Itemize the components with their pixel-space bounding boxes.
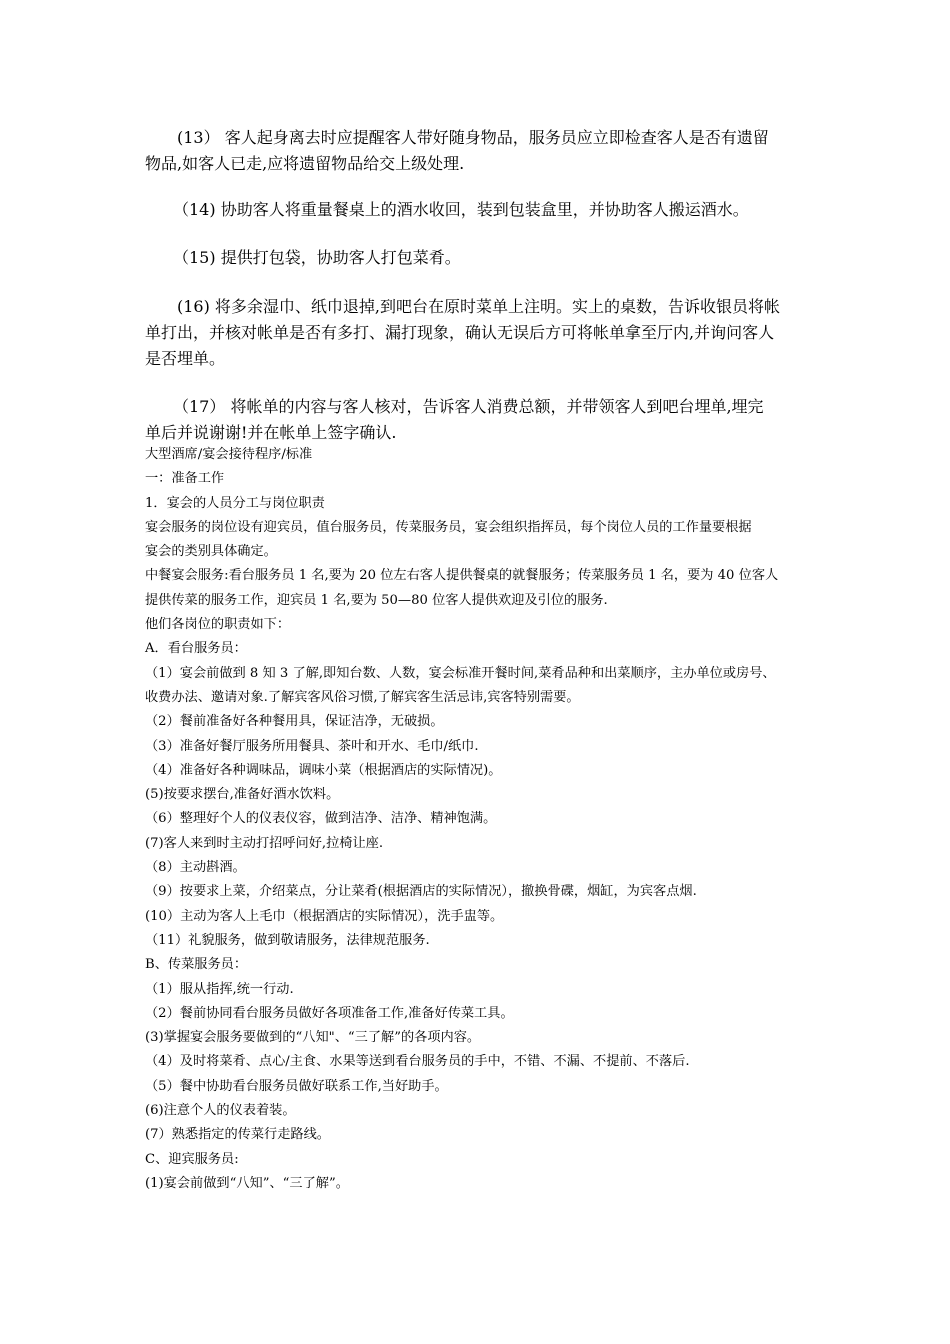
paragraph-16 — [145, 294, 820, 372]
list-item-continued: 收费办法、邀请对象.了解宾客风俗习惯,了解宾客生活忌讳,宾客特别需要。 — [145, 689, 580, 705]
list-item: （4）及时将菜肴、点心/主食、水果等送到看台服务员的手中，不错、不漏、不提前、不落后. — [145, 1054, 690, 1070]
role-heading-c: C、迎宾服务员: — [145, 1151, 239, 1167]
paragraph-17-line-2: 单后并说谢谢!并在帐单上签字确认. — [145, 423, 397, 442]
paragraph-17 — [145, 394, 820, 446]
list-item: (10）主动为客人上毛巾（根据酒店的实际情况），洗手盅等。 — [145, 908, 504, 924]
list-item: （5）餐中协助看台服务员做好联系工作,当好助手。 — [145, 1078, 448, 1094]
list-item: (3)掌握宴会服务要做到的“八知"、“三了解”的各项内容。 — [145, 1030, 481, 1046]
paragraph-16-line-1: (16) 将多余湿巾、纸巾退掉,到吧台在原时菜单上注明。实上的桌数，告诉收银员将帐 — [177, 297, 781, 316]
list-item: （11）礼貌服务，做到敬请服务，法律规范服务. — [145, 932, 430, 948]
list-item: （6）整理好个人的仪表仪容，做到洁净、洁净、精神饱满。 — [145, 811, 497, 827]
text-line: 他们各岗位的职责如下： — [145, 617, 291, 633]
paragraph-13-line-2: 物品,如客人已走,应将遗留物品给交上级处理. — [145, 154, 465, 173]
paragraph-13 — [145, 125, 820, 177]
text-line: 提供传菜的服务工作，迎宾员 1 名,要为 50—80 位客人提供欢迎及引位的服务. — [145, 592, 608, 608]
list-item: （1）服从指挥,统一行动. — [145, 981, 294, 997]
paragraph-17-line-1: （17） 将帐单的内容与客人核对，告诉客人消费总额，并带领客人到吧台埋单,埋完 — [173, 397, 764, 416]
paragraph-15-line-1: （15) 提供打包袋，协助客人打包菜肴。 — [173, 248, 461, 267]
text-line: 宴会服务的岗位设有迎宾员，值台服务员，传菜服务员，宴会组织指挥员，每个岗位人员的工作量要根据 — [145, 519, 752, 535]
list-item: （8）主动斟酒。 — [145, 860, 246, 876]
list-item: (1)宴会前做到“八知”、“三了解”。 — [145, 1175, 349, 1191]
list-item: （9）按要求上菜，介绍菜点，分让菜肴(根据酒店的实际情况），撤换骨碟，烟缸，为宾客点烟. — [145, 884, 697, 900]
list-item: (7）熟悉指定的传菜行走路线。 — [145, 1127, 330, 1143]
paragraph-14-line-1: （14) 协助客人将重量餐桌上的酒水收回，装到包装盒里，并协助客人搬运酒水。 — [173, 200, 749, 219]
role-heading-a: A．看台服务员： — [145, 641, 247, 657]
list-item: （2）餐前协同看台服务员做好各项准备工作,准备好传菜工具。 — [145, 1005, 514, 1021]
list-item: (7)客人来到时主动打招呼问好,拉椅让座. — [145, 835, 384, 851]
paragraph-16-line-3: 是否埋单。 — [145, 349, 226, 368]
list-item: （4）准备好各种调味品，调味小菜（根据酒店的实际情况)。 — [145, 762, 502, 778]
paragraph-15 — [145, 245, 820, 271]
section-heading: 一：准备工作 — [145, 471, 225, 487]
doc-heading: 大型酒席/宴会接待程序/标准 — [145, 447, 313, 462]
text-line: 宴会的类别具体确定。 — [145, 544, 277, 560]
paragraph-13-line-1: (13） 客人起身离去时应提醒客人带好随身物品，服务员应立即检查客人是否有遗留 — [177, 128, 769, 147]
text-line: 中餐宴会服务:看台服务员 1 名,要为 20 位左右客人提供餐桌的就餐服务；传菜服务员 1 名，要为 40 位客人 — [145, 568, 779, 584]
paragraph-16-line-2: 单打出，并核对帐单是否有多打、漏打现象，确认无误后方可将帐单拿至厅内,并询问客人 — [145, 323, 775, 342]
list-item: （1）宴会前做到 8 知 3 了解,即知台数、人数，宴会标准开餐时间,菜肴品种和出菜顺序，主办单位或房号、 — [145, 665, 776, 681]
list-item: （3）准备好餐厅服务所用餐具、茶叶和开水、毛巾/纸巾. — [145, 738, 479, 754]
list-item: (5)按要求摆台,准备好酒水饮料。 — [145, 787, 340, 803]
list-item: （2）餐前准备好各种餐用具，保证洁净，无破损。 — [145, 714, 444, 730]
list-item: (6)注意个人的仪表着装。 — [145, 1103, 296, 1119]
body-text — [145, 443, 825, 1196]
subsection-heading: 1．宴会的人员分工与岗位职责 — [145, 495, 325, 511]
paragraph-14 — [145, 197, 820, 223]
role-heading-b: B、传菜服务员： — [145, 957, 248, 973]
